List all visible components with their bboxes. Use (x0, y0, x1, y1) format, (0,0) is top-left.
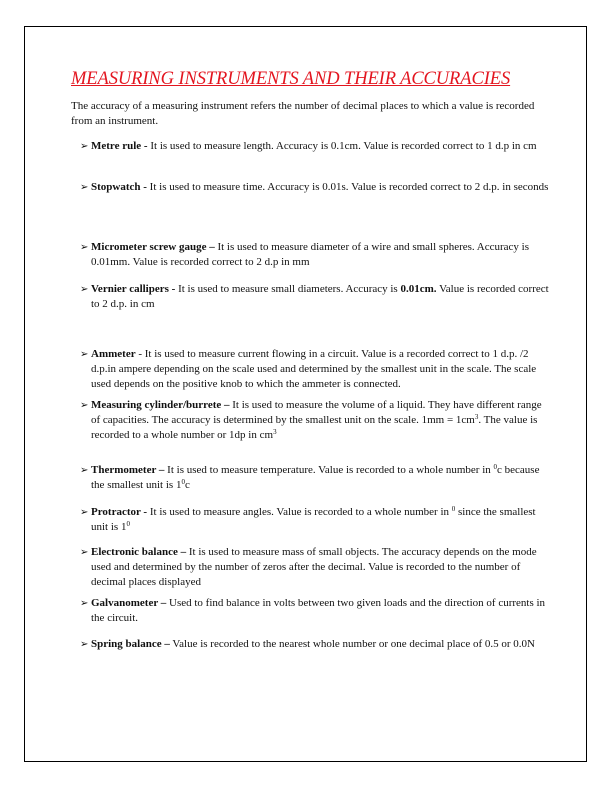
arrow-bullet-icon: ➢ (80, 141, 89, 152)
item-text: Used to find balance in volts between two given loads and the direction of currents in the circuit. (91, 597, 546, 624)
item-term: Micrometer screw gauge – (91, 241, 215, 253)
item-text: It is used to measure the volume of a liquid. They have different range of capacities. The accuracy is determined by the smallest unit on the scale. 1mm = 1cm (91, 399, 542, 426)
item-text: It is used to measure time. Accuracy is 0.01s. Value is recorded correct to 2 d.p. in seconds (146, 181, 549, 193)
list-item-micrometer-screw-gauge (80, 240, 550, 270)
list-item-stopwatch (80, 180, 550, 195)
item-text: It is used to measure length. Accuracy is 0.1cm. Value is recorded correct to 1 d.p in cm (147, 140, 537, 152)
list-item-metre-rule (80, 139, 550, 154)
arrow-bullet-icon: ➢ (80, 182, 89, 193)
list-item-electronic-balance (80, 545, 550, 590)
page-title: MEASURING INSTRUMENTS AND THEIR ACCURACIES (71, 69, 511, 89)
item-term: Stopwatch - (91, 181, 147, 193)
item-text: - It is used to measure current flowing in a circuit. Value is a recorded correct to 1 d.p. /2 d.p.in ampere depending on the scale used and determined by the smallest unit in the scale. The scale used depends on the positive knob to which the ammeter is connected. (91, 348, 537, 390)
list-item-galvanometer (80, 596, 550, 626)
item-text: Value is recorded correct to 2 d.p. in cm (91, 283, 549, 310)
arrow-bullet-icon: ➢ (80, 284, 89, 295)
item-text: It is used to measure angles. Value is recorded to a whole number in (147, 506, 452, 518)
arrow-bullet-icon: ➢ (80, 400, 89, 411)
item-term: Electronic balance – (91, 546, 187, 558)
arrow-bullet-icon: ➢ (80, 598, 89, 609)
item-term: Spring balance – (91, 638, 170, 650)
superscript: 0 (181, 478, 185, 486)
arrow-bullet-icon: ➢ (80, 547, 89, 558)
item-text: since the smallest unit is 1 (91, 506, 536, 533)
superscript: 0 (493, 463, 498, 471)
superscript: 0 (126, 520, 130, 528)
intro-paragraph: The accuracy of a measuring instrument refers the number of decimal places to which a value is recorded from an instrument. (71, 100, 535, 127)
arrow-bullet-icon: ➢ (80, 507, 89, 518)
item-term: Protractor - (91, 506, 148, 518)
list-item-vernier-callipers (80, 282, 550, 312)
item-text: c (184, 479, 190, 491)
item-term: Ammeter (91, 348, 136, 360)
item-term: Galvanometer – (91, 597, 167, 609)
item-text: c because the smallest unit is 1 (91, 464, 540, 491)
list-item-spring-balance (80, 637, 550, 652)
list-item-protractor (80, 505, 550, 535)
arrow-bullet-icon: ➢ (80, 465, 89, 476)
list-item-thermometer (80, 463, 550, 493)
list-item-ammeter (80, 347, 550, 392)
list-item-measuring-cylinder-burrete (80, 398, 550, 443)
superscript: 0 (451, 505, 456, 513)
item-text: . The value is recorded to a whole number or 1dp in cm (91, 414, 538, 441)
item-term: Thermometer – (91, 464, 165, 476)
superscript: 3 (474, 413, 479, 421)
item-text: It is used to measure diameter of a wire and small spheres. Accuracy is 0.01mm. Value is recorded correct to 2 d.p in mm (91, 241, 530, 268)
item-text: Value is recorded to the nearest whole number or one decimal place of 0.5 or 0.0N (169, 638, 535, 650)
item-text: It is used to measure small diameters. Accuracy is (175, 283, 401, 295)
item-term: Measuring cylinder/burrete – (91, 399, 230, 411)
item-text: It is used to measure temperature. Value is recorded to a whole number in (164, 464, 494, 476)
arrow-bullet-icon: ➢ (80, 242, 89, 253)
superscript: 3 (273, 428, 277, 436)
arrow-bullet-icon: ➢ (80, 349, 89, 360)
arrow-bullet-icon: ➢ (80, 639, 89, 650)
item-term: Metre rule - (91, 140, 148, 152)
item-term: Vernier callipers - (91, 283, 176, 295)
item-text: It is used to measure mass of small objects. The accuracy depends on the mode used and determined by the number of zeros after the decimal. Value is recorded to the number of decimal places displayed (91, 546, 537, 588)
item-term: 0.01cm. (400, 283, 437, 295)
